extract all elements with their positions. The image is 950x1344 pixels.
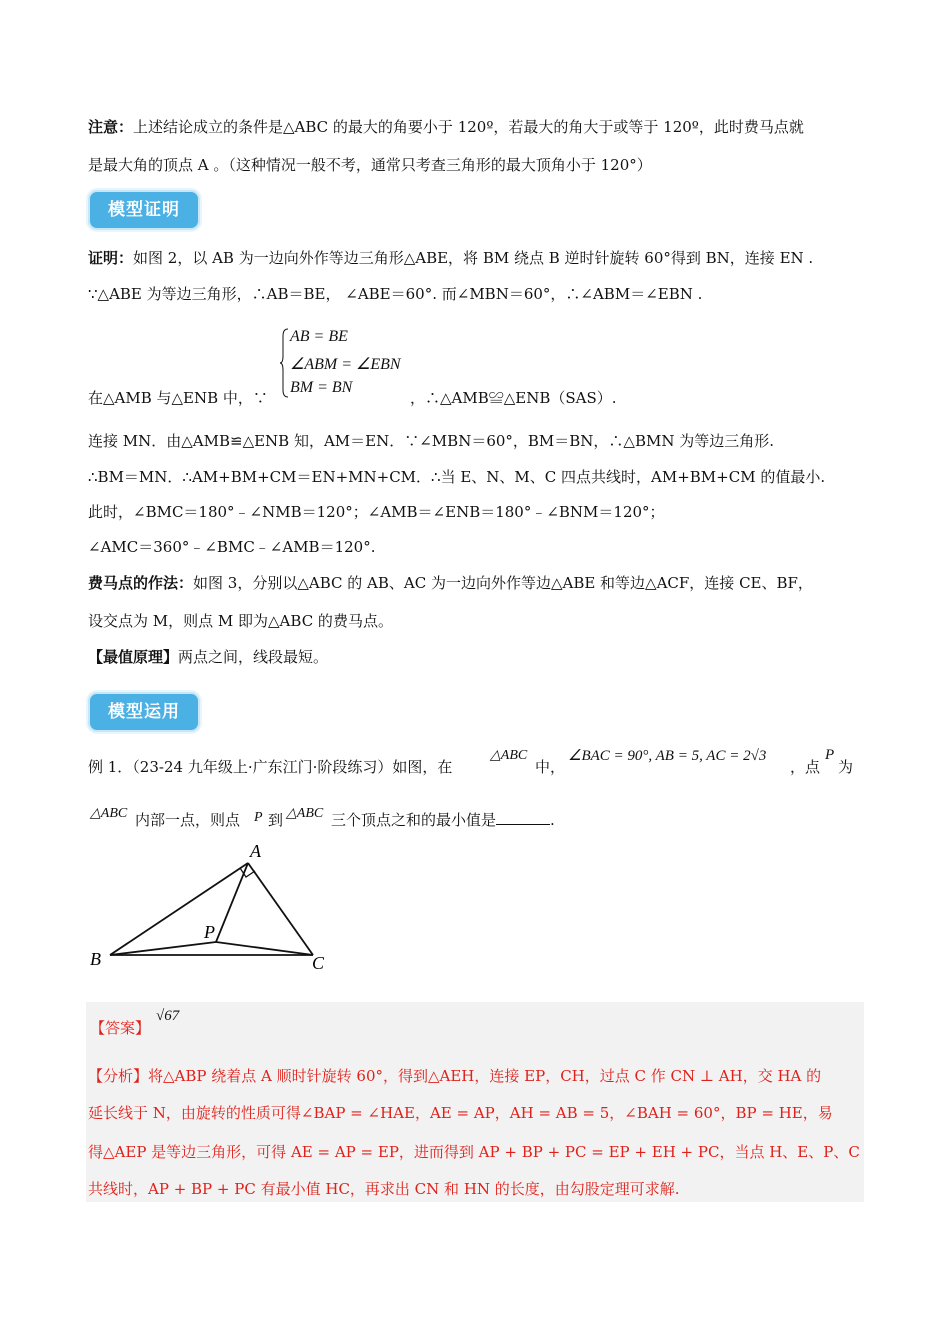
- brace-row-3: BM = BN: [290, 379, 353, 396]
- method-text-1: 如图 3，分别以△ABC 的 AB、AC 为一边向外作等边△ABE 和等边△ACF，连接 CE、BF，: [193, 574, 813, 592]
- analysis-line-4: 共线时，AP + BP + PC 有最小值 HC，再求出 CN 和 HN 的长度，由勾股定理可求解.: [88, 1180, 680, 1198]
- label-a: A: [250, 841, 261, 861]
- example-triangle-2: △ABC: [90, 806, 128, 821]
- example-condition: ∠BAC = 90°, AB = 5, AC = 2√3: [568, 748, 767, 764]
- brace-icon: [280, 328, 290, 398]
- proof-line-5: ∴BM＝MN．∴AM+BM+CM＝EN+MN+CM．∴当 E、N、M、C 四点共线时，AM+BM+CM 的值最小.: [88, 468, 826, 486]
- segment-pa: [216, 863, 248, 942]
- proof-line-4: 连接 MN．由△AMB≌△ENB 知，AM＝EN．∵∠MBN＝60°，BM＝BN，∴△BMN 为等边三角形.: [88, 432, 775, 450]
- segment-pc: [216, 942, 313, 955]
- principle-label: 【最值原理】: [88, 648, 179, 666]
- note-text-1: 上述结论成立的条件是△ABC 的最大的角要小于 120º，若最大的角大于或等于 120º，此时费马点就: [133, 118, 804, 136]
- proof-text-1: 如图 2，以 AB 为一边向外作等边三角形△ABE，将 BM 绕点 B 逆时针旋转 60°得到 BN，连接 EN .: [133, 249, 814, 267]
- label-p: P: [204, 922, 215, 942]
- answer-label: 【答案】: [90, 1019, 151, 1037]
- method-label: 费马点的作法：: [88, 574, 194, 592]
- example-line-2-b: 到: [268, 811, 284, 829]
- label-b: B: [90, 949, 101, 969]
- example-line-2-text: 三个顶点之和的最小值是: [331, 811, 497, 829]
- example-suffix-1: 为: [838, 758, 854, 776]
- answer-box: [86, 1002, 864, 1202]
- example-line-1: [88, 757, 452, 777]
- section-tag-proof: 模型证明: [88, 190, 200, 230]
- side-ac: [248, 863, 313, 955]
- principle-line: [88, 647, 328, 667]
- brace-row-2: ∠ABM = ∠EBN: [290, 356, 401, 373]
- answer-value: √67: [156, 1008, 180, 1024]
- example-point-p-2: P: [254, 810, 263, 825]
- analysis-line-2: 延长线于 N，由旋转的性质可得∠BAP = ∠HAE，AE = AP，AH = AB = 5，∠BAH = 60°，BP = HE，易: [88, 1104, 833, 1122]
- principle-text: 两点之间，线段最短。: [178, 648, 329, 666]
- note-line-1: [88, 117, 804, 137]
- example-mid-1: 中，: [535, 758, 566, 776]
- label-c: C: [312, 953, 325, 973]
- example-point-p: P: [825, 747, 835, 763]
- method-line-2: 设交点为 M，则点 M 即为△ABC 的费马点。: [88, 612, 393, 630]
- proof-line-6: 此时，∠BMC＝180°﹣∠NMB＝120°；∠AMB＝∠ENB＝180°﹣∠BNM＝120°；: [88, 503, 665, 521]
- analysis-label: 【分析】: [88, 1067, 149, 1085]
- example-prefix: 例 1．（23-24 九年级上·广东江门·阶段练习）如图，在: [88, 758, 453, 776]
- method-line-1: [88, 573, 813, 593]
- answer-blank: [496, 810, 550, 825]
- proof-line-2: ∵△ABE 为等边三角形，∴AB＝BE， ∠ABE＝60°. 而∠MBN＝60°，∴∠ABM＝∠EBN .: [88, 285, 703, 303]
- section-tag-apply: 模型运用: [88, 692, 200, 732]
- example-triangle-1: △ABC: [490, 748, 528, 763]
- proof-line-3-post: ，∴△AMB≌△ENB（SAS）.: [410, 389, 617, 407]
- triangle-figure: [86, 836, 336, 976]
- example-line-2-c: [331, 810, 555, 830]
- example-mid-2: ，点: [790, 758, 821, 776]
- analysis-line-1: [88, 1066, 821, 1086]
- example-line-2-a: 内部一点，则点: [135, 811, 241, 829]
- proof-label: 证明：: [88, 249, 134, 267]
- side-ab: [110, 863, 248, 955]
- proof-line-1: [88, 248, 813, 268]
- proof-line-7: ∠AMC＝360°﹣∠BMC﹣∠AMB＝120°.: [88, 538, 376, 556]
- note-line-2: 是最大角的顶点 A 。（这种情况一般不考，通常只考查三角形的最大顶角小于 120°）: [88, 156, 652, 174]
- brace-row-1: AB = BE: [290, 328, 348, 345]
- analysis-text-1: 将△ABP 绕着点 A 顺时针旋转 60°，得到△AEH，连接 EP，CH，过点 C 作 CN ⊥ AH，交 HA 的: [148, 1067, 822, 1085]
- example-triangle-3: △ABC: [286, 806, 324, 821]
- example-line-2-end: .: [550, 811, 555, 829]
- proof-line-3-pre: 在△AMB 与△ENB 中，∵: [88, 389, 268, 407]
- note-label: 注意：: [88, 118, 134, 136]
- analysis-line-3: 得△AEP 是等边三角形，可得 AE = AP = EP，进而得到 AP + BP + PC = EP + EH + PC，当点 H、E、P、C: [88, 1143, 860, 1161]
